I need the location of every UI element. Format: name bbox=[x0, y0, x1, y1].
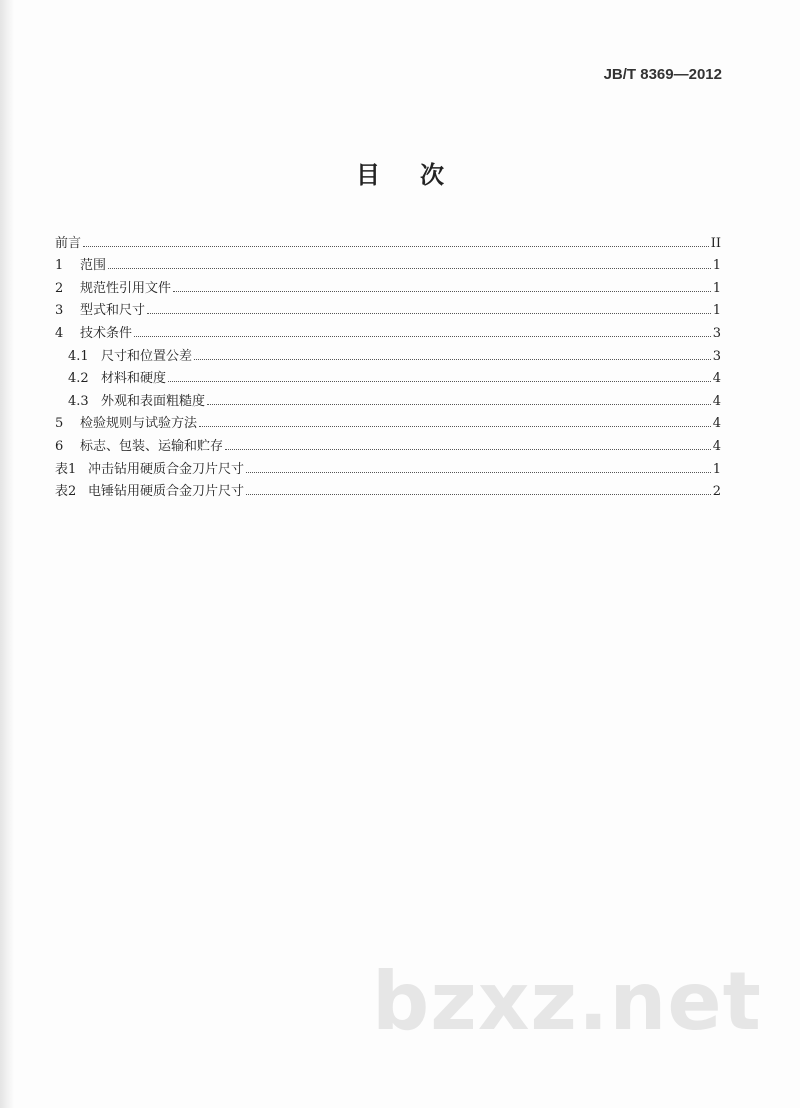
leader-dots bbox=[168, 381, 711, 382]
toc-page: 3 bbox=[712, 348, 721, 364]
toc-entry[interactable] bbox=[55, 228, 721, 251]
toc-label: 技术条件 bbox=[80, 325, 133, 341]
toc-page: 3 bbox=[712, 325, 721, 341]
toc-label: 型式和尺寸 bbox=[80, 303, 146, 319]
table-of-contents bbox=[55, 228, 721, 499]
leader-dots bbox=[225, 449, 711, 450]
standard-code: JB/T 8369—2012 bbox=[603, 66, 722, 83]
toc-page: 4 bbox=[712, 438, 721, 454]
toc-page: 2 bbox=[712, 484, 721, 500]
leader-dots bbox=[246, 494, 711, 495]
toc-label: 前言 bbox=[55, 235, 82, 251]
toc-number: 4 bbox=[55, 325, 64, 341]
toc-entry[interactable] bbox=[55, 431, 721, 454]
toc-number: 4.3 bbox=[68, 393, 89, 409]
toc-entry[interactable] bbox=[55, 341, 721, 364]
toc-entry[interactable] bbox=[55, 477, 721, 500]
toc-number: 1 bbox=[55, 258, 64, 274]
leader-dots bbox=[246, 472, 711, 473]
leader-dots bbox=[207, 404, 711, 405]
toc-label: 尺寸和位置公差 bbox=[101, 348, 193, 364]
toc-page: 1 bbox=[712, 461, 721, 477]
toc-page: 4 bbox=[712, 393, 721, 409]
toc-number: 表1 bbox=[55, 461, 77, 477]
toc-page: 4 bbox=[712, 416, 721, 432]
watermark: bzxz.net bbox=[372, 955, 762, 1048]
toc-entry[interactable] bbox=[55, 454, 721, 477]
toc-entry[interactable] bbox=[55, 318, 721, 341]
leader-dots bbox=[134, 336, 711, 337]
toc-number: 4.1 bbox=[68, 348, 89, 364]
page-title: 目次 bbox=[356, 160, 484, 189]
toc-number: 表2 bbox=[55, 484, 77, 500]
leader-dots bbox=[108, 268, 711, 269]
toc-label: 材料和硬度 bbox=[101, 371, 167, 387]
toc-entry[interactable] bbox=[55, 409, 721, 432]
toc-page: II bbox=[710, 235, 721, 251]
leader-dots bbox=[83, 246, 709, 247]
toc-label: 冲击钻用硬质合金刀片尺寸 bbox=[88, 461, 245, 477]
leader-dots bbox=[173, 291, 711, 292]
toc-label: 检验规则与试验方法 bbox=[80, 416, 198, 432]
toc-page: 1 bbox=[712, 303, 721, 319]
toc-number: 5 bbox=[55, 416, 64, 432]
toc-number: 3 bbox=[55, 303, 64, 319]
toc-entry[interactable] bbox=[55, 386, 721, 409]
leader-dots bbox=[194, 359, 711, 360]
toc-entry[interactable] bbox=[55, 251, 721, 274]
toc-label: 规范性引用文件 bbox=[80, 280, 172, 296]
toc-page: 4 bbox=[712, 371, 721, 387]
toc-number: 4.2 bbox=[68, 371, 89, 387]
leader-dots bbox=[199, 426, 711, 427]
toc-label: 标志、包装、运输和贮存 bbox=[80, 438, 224, 454]
toc-entry[interactable] bbox=[55, 273, 721, 296]
toc-page: 1 bbox=[712, 258, 721, 274]
toc-entry[interactable] bbox=[55, 296, 721, 319]
toc-label: 外观和表面粗糙度 bbox=[101, 393, 206, 409]
leader-dots bbox=[147, 313, 711, 314]
toc-label: 电锤钻用硬质合金刀片尺寸 bbox=[88, 484, 245, 500]
toc-page: 1 bbox=[712, 280, 721, 296]
toc-label: 范围 bbox=[80, 258, 107, 274]
toc-entry[interactable] bbox=[55, 364, 721, 387]
toc-number: 2 bbox=[55, 280, 64, 296]
toc-number: 6 bbox=[55, 438, 64, 454]
